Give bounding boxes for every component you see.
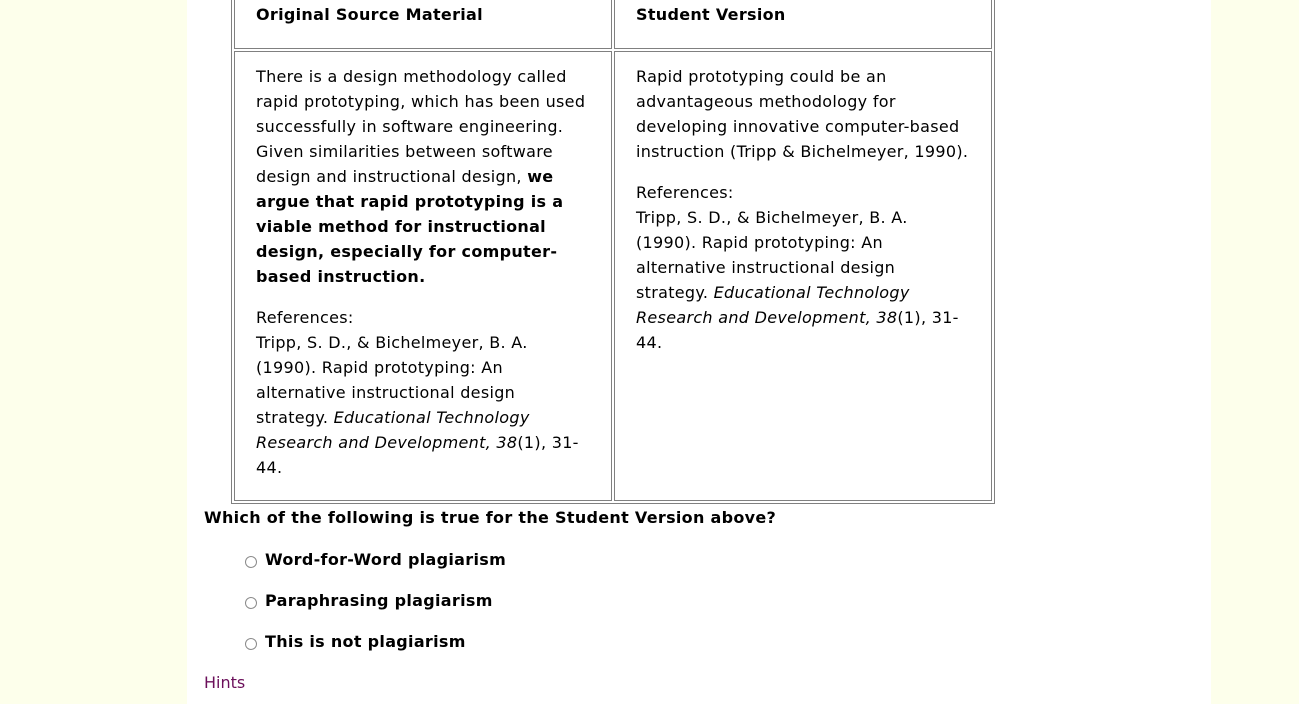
original-text (256, 64, 590, 289)
student-references (636, 180, 970, 355)
original-header: Original Source Material (234, 0, 612, 49)
table-header-row (234, 0, 992, 49)
original-references (256, 305, 590, 480)
option-label[interactable]: This is not plagiarism (265, 632, 466, 651)
comparison-table (231, 0, 995, 504)
reference-journal: Educational Technology Research and Development, 38 (256, 408, 530, 452)
answer-options (244, 550, 506, 673)
original-text-normal: There is a design methodology called rapid prototyping, which has been used successfully in software engineering. Given similarities between software design and instructional design, (256, 67, 586, 186)
table-body-row (234, 51, 992, 501)
student-header: Student Version (614, 0, 992, 49)
radio-button[interactable] (245, 638, 257, 650)
hints-link[interactable]: Hints (204, 673, 246, 692)
reference-pages: (1), 31-44. (636, 308, 959, 352)
option-label[interactable]: Paraphrasing plagiarism (265, 591, 493, 610)
reference-authors: Tripp, S. D., & Bichelmeyer, B. A. (1990). Rapid prototyping: An alternative instructional design strategy. (636, 208, 908, 302)
references-label: References: (256, 308, 354, 327)
reference-authors: Tripp, S. D., & Bichelmeyer, B. A. (1990). Rapid prototyping: An alternative instructional design strategy. (256, 333, 528, 427)
option-paraphrasing[interactable] (244, 591, 506, 632)
student-cell (614, 51, 992, 501)
question-text: Which of the following is true for the Student Version above? (204, 508, 777, 527)
radio-button[interactable] (245, 556, 257, 568)
content-panel (187, 0, 1211, 704)
original-text-bold: we argue that rapid prototyping is a viable method for instructional design, especially for computer-based instruction. (256, 167, 564, 286)
original-cell (234, 51, 612, 501)
option-not-plagiarism[interactable] (244, 632, 506, 673)
option-word-for-word[interactable] (244, 550, 506, 591)
radio-button[interactable] (245, 597, 257, 609)
references-label: References: (636, 183, 734, 202)
student-text: Rapid prototyping could be an advantageous methodology for developing innovative computer-based instruction (Tripp & Bichelmeyer, 1990). (636, 67, 969, 161)
option-label[interactable]: Word-for-Word plagiarism (265, 550, 507, 569)
reference-pages: (1), 31-44. (256, 433, 579, 477)
reference-journal: Educational Technology Research and Development, 38 (636, 283, 910, 327)
